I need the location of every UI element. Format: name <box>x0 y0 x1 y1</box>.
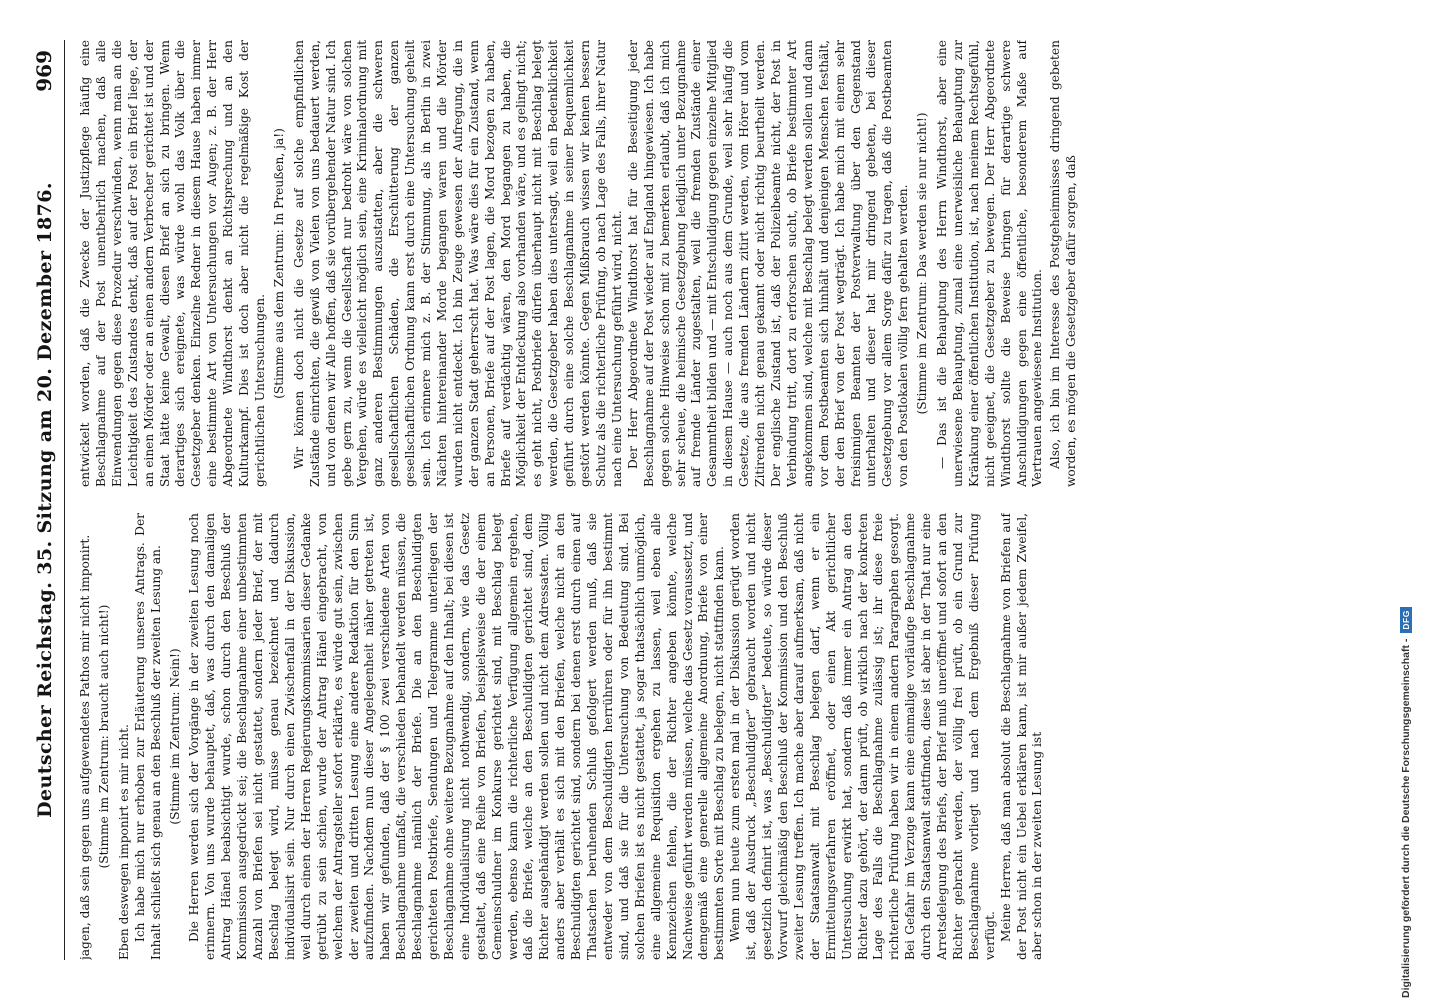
left-column <box>78 513 1423 960</box>
digitization-credit <box>1400 607 1412 998</box>
text-columns <box>78 40 1423 960</box>
page-header <box>30 40 65 960</box>
interjection: (Stimme im Zentrum: Das werden sie nur nicht!) <box>915 112 930 415</box>
right-column <box>78 40 1423 487</box>
interjection: (Stimme aus dem Zentrum: In Preußen, ja!) <box>271 128 286 399</box>
interjection: (Stimme im Zentrum: braucht auch nicht!) <box>96 604 111 869</box>
paragraph: Die Herren werden sich der Vorgänge in der zweiten Lesung noch erinnern. Von uns wurde behauptet, daß, was durch den damaligen Antrag Hänel beabsichtigt wurde, schon durch den Beschluß der Kommission ausgedrückt sei; die Beschlagnahme einer unbestimmten Anzahl von Briefen sei nicht gestattet, sondern jeder Brief, der mit Beschlag belegt wird, müsse genau bezeichnet und dadurch individualisirt sein. Nur durch einen Zwischenfall in der Diskussion, weil durch einen der Herren Regierungskommissarien dieser Gedanke getrübt zu sein schien, wurde der Antrag Hänel eingebracht, von welchem der Antragsteller sofort erklärte, es würde gut sein, zwischen der zweiten und dritten Lesung eine andere Redaktion für den Sinn aufzufinden. Nachdem nun dieser Angelegenheit näher getreten ist, haben wir gefunden, daß der § 100 zwei verschiedene Arten von Beschlagnahme umfaßt, die verschieden behandelt werden müssen, die Beschlagnahme nämlich der Briefe. Die an den Beschuldigten gerichteten Postbriefe, Sendungen und Telegramme unterliegen der Beschlagnahme ohne weitere Bezugnahme auf den Inhalt; bei diesen ist eine Individualisirung nicht nothwendig, sondern, wie das Gesetz gestaltet, daß eine Reihe von Briefen, beispielsweise die der einem Gemeinschuldner im Konkurse gerichtet sind, mit Beschlag belegt werden, ebenso kann die richterliche Verfügung allgemein ergehen, daß die Briefe, welche an den Beschuldigten gerichtet sind, dem Richter ausgehändigt werden sollen und nicht dem Adressaten. Völlig anders aber verhält es sich mit den Briefen, welche nicht an den Beschuldigten gerichtet sind, sondern bei denen erst durch einen auf Thatsachen beruhenden Schluß gefolgert werden muß, daß sie entweder von dem Beschuldigten herrühren oder für ihn bestimmt sind, und daß sie für die Untersuchung von Bedeutung sind. Bei solchen Briefen ist es nicht gestattet, ja sogar thatsächlich unmöglich, eine allgemeine Requisition ergehen zu lassen, weil eben alle Kennzeichen fehlen, die der Richter angeben könnte, welche Nachweise geführt werden müssen, welche das Gesetz voraussetzt, und demgemäß eine generelle allgemeine Anordnung, Briefe von einer bestimmten Sorte mit Beschlag zu belegen, nicht stattfinden kann. <box>187 513 727 960</box>
page-title: Deutscher Reichstag. 35. Sitzung am 20. Dezember 1876. <box>34 182 56 818</box>
paragraph: entwickelt worden, daß die Zwecke der Justizpflege häufig eine Beschlagnahme auf der Post unentbehrlich machen, daß alle Einwendungen gegen diese Prozedur verschwinden, wenn man an die Leichtigkeit des Zustandes denkt, daß auf der Post ein Brief liege, der an einen Mörder oder an einen andern Verbrecher gerichtet ist und der Staat hätte keine Gewalt, diesen Brief an sich zu bringen. Wenn derartiges sich ereignete, was würde wohl das Volk über die Gesetzgeber denken. Einzelne Redner in diesem Hause haben immer eine bestimmte Art von Untersuchungen vor Augen; z. B. der Herr Abgeordnete Windthorst denkt an Richtsprechung und an den Kulturkampf. Dies ist doch aber nicht die regelmäßige Kost der gerichtlichen Untersuchungen. <box>78 40 267 487</box>
credit-text: Digitalisierung gefördert durch die Deutsche Forschungsgemeinschaft - <box>1400 638 1412 998</box>
interjection: (Stimme im Zentrum: Nein!) <box>167 648 182 825</box>
paragraph: Eben deswegen imponirt es mir nicht. <box>116 724 131 960</box>
paragraph: Meine Herren, daß man absolut die Beschlagnahme von Briefen auf der Post nicht ein Uebel erklären kann, ist mir außer jedem Zweifel, aber schon in der zweiten Lesung ist <box>998 513 1045 960</box>
paragraph: Also, ich bin im Interesse des Postgeheimnisses dringend gebeten worden, es mögen die Gesetzgeber dafür sorgen, daß <box>1048 40 1079 487</box>
paragraph: Ich habe mich nur erhoben zur Erläuterung unseres Antrags. Der Inhalt schließt sich genau an den Beschluß der zweiten Lesung an. <box>132 513 163 960</box>
paragraph: Der Herr Abgeordnete Windthorst hat für die Beseitigung jeder Beschlagnahme auf der Post wieder auf England hingewiesen. Ich habe gegen solche Hinweise schon mit zu bemerken erlaubt, daß ich mich sehr scheue, die heimische Gesetzgebung lediglich unter Bezugnahme auf fremde Länder zugestalten, weil die fremden Zustände einer Gesammtheit bilden und — mit Entschuldigung gegen einzelne Mitglied in diesem Hause — auch noch aus dem Grunde, weil sehr häufig die Gesetze, die aus fremden Ländern zitirt werden, vom Hörer und vom Zitirenden nicht genau gekannt oder nicht richtig beurtheilt werden. Der englische Zustand ist, daß der Polizeibeamte nicht, der Post in Verbindung tritt, dort zu erforschen sucht, ob Briefe bestimmter Art angekommen sind, welche mit Beschlag belegt werden sollen und dann vor dem Postbeamten sich hinhält und denjenigen Menschen festhält, der den Brief von der Post wegträgt. Ich habe mich mit einem sehr freisinnigen Beamten der Postverwaltung über den Gegenstand unterhalten und dieser hat mir dringend gebeten, bei dieser Gesetzgebung vor allem Sorge dafür zu tragen, daß die Postbeamten von den Postlokalen völlig fern gehalten werden. <box>625 40 911 487</box>
paragraph: jagen, daß sein gegen uns aufgewendetes Pathos mir nicht imponirt. <box>78 534 92 960</box>
paragraph: Wenn nun heute zum ersten mal in der Diskussion gerügt worden ist, daß der Ausdruck „Beschuldigter“ gebraucht worden und nicht gesetzlich definirt ist, was „Beschuldigter“ bedeute, so würde dieser Vorwurf gleichmäßig den Beschluß der Kommission und den Beschluß zweiter Lesung treffen. Ich mache aber darauf aufmerksam, daß nicht der Staatsanwalt mit Beschlag belegen darf, wenn er ein Ermittelungsverfahren eröffnet, oder einen Akt gerichtlicher Untersuchung erwirkt hat, sondern daß immer ein Antrag an den Richter dazu gehört, der dann prüft, ob wirklich nach der konkreten Lage des Falls die Beschlagnahme zulässig ist; ihr diese freie richterliche Prüfung haben wir in einem andern Paragraphen gesorgt. Bei Gefahr im Verzuge kann eine einmalige vorläufige Beschlagnahme durch den Staatsanwalt stattfinden, diese ist aber in der That nur eine Arretsdelegung des Briefs, der Brief muß uneröffnet und sofort an den Richter gebracht werden, der völlig frei prüft, ob ein Grund zur Beschlagnahme vorliegt und nach dem Ergebniß dieser Prüfung verfügt. <box>728 513 997 960</box>
dfg-logo: DFG <box>1400 607 1412 632</box>
page-number: 969 <box>32 50 56 92</box>
paragraph: Wir können doch nicht die Gesetze auf solche empfindlichen Zustände einrichten, die gewiß von Vielen von uns bedauert werden, und von denen wir Alle hoffen, daß sie vorübergehender Natur sind. Ich gebe gern zu, wenn die Gesellschaft nur bedroht wäre von solchen Vergehen, würde es vielleicht möglich sein, eine Kriminalordnung mit ganz anderen Bestimmungen auszustatten, aber die schweren gesellschaftlichen Schäden, die Erschütterung der ganzen gesellschaftlichen Ordnung kann erst durch eine Untersuchung geheilt sein. Ich erinnere mich z. B. der Stimmung, als in Berlin in zwei Nächten hintereinander Morde begangen waren und die Mörder wurden nicht entdeckt. Ich bin Zeuge gewesen der Aufregung, die in der ganzen Stadt geherrscht hat. Was wäre dies für ein Zustand, wenn an Personen, Briefe auf der Post lagen, die Mord bezogen zu haben, Briefe auf verdächtig wären, den Mord begangen zu haben, die Möglichkeit der Entdeckung also vorhanden wäre, und es gelingt nicht; es geht nicht, Postbriefe dürfen überhaupt nicht mit Beschlag belegt werden, die Gesetzgeber haben dies untersagt, weil ein Bedenklichkeit geführt durch eine solche Beschlagnahme in seiner Bequemlichkeit gestört werden könnte. Gegen Mißbrauch wissen wir keinen bessern Schutz als die richterliche Prüfung, ob nach Lage des Falls, ihrer Natur nach eine Untersuchung geführt wird, nicht. <box>291 40 624 487</box>
paragraph: — Das ist die Behauptung des Herrn Windthorst, aber eine unerwiesene Behauptung, zumal eine unerweisliche Behauptung zur Kränkung einer öffentlichen Institution, ist, nach meinem Rechtsgefühl, nicht geeignet, die Gesetzgeber zu bewegen. Der Herr Abgeordnete Windthorst sollte die Beweise bringen für derartige schwere Anschuldigungen gegen eine öffentliche, besonderem Maße auf Vertrauen angewiesene Institution. <box>935 40 1045 487</box>
